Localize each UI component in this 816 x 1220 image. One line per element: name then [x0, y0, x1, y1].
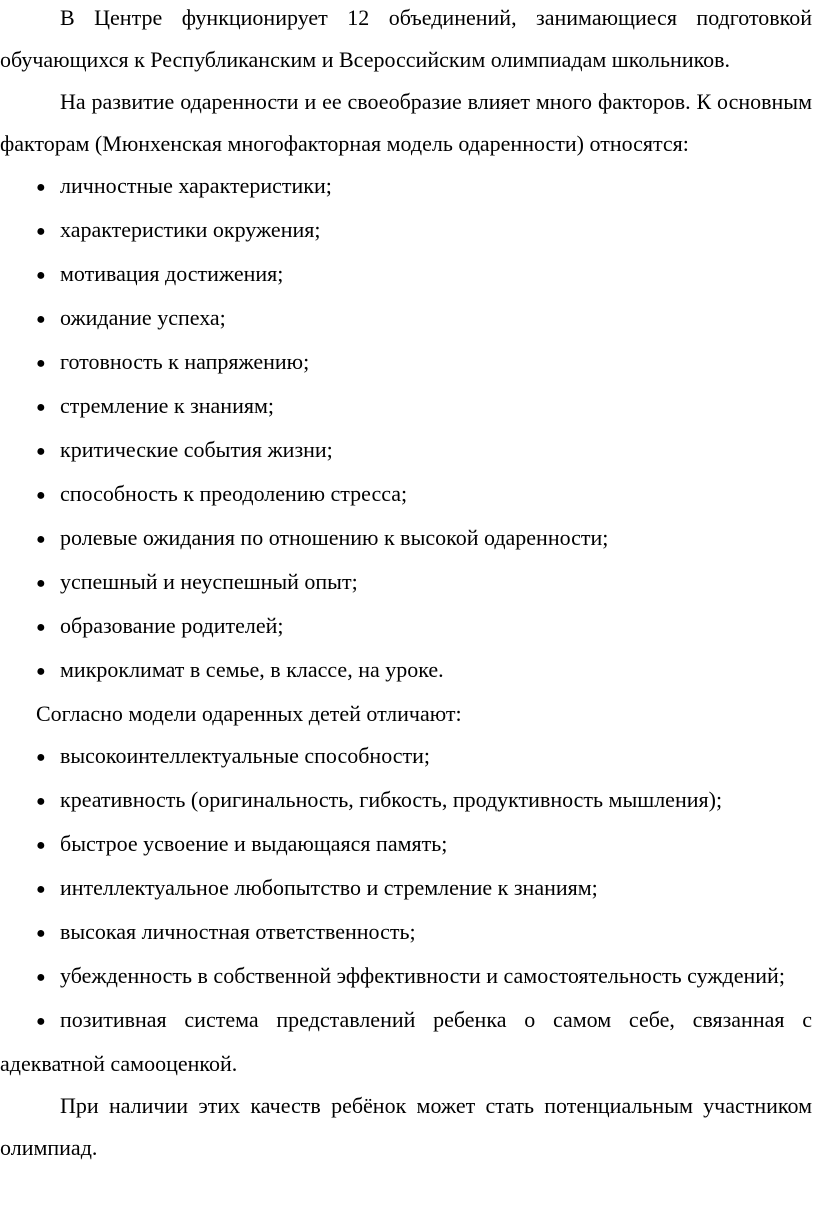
paragraph-conclusion: При наличии этих качеств ребёнок может стать потенциальным участником олимпиад. — [0, 1093, 812, 1160]
bullet-icon: ● — [36, 619, 46, 636]
bullet-icon: ● — [36, 925, 46, 942]
bullet-icon: ● — [36, 487, 46, 504]
bullet-icon: ● — [36, 443, 46, 460]
list-item-text: микроклимат в семье, в классе, на уроке. — [60, 657, 444, 682]
list-item — [0, 209, 812, 253]
list-item — [0, 473, 812, 517]
list-item-text: стремление к знаниям; — [60, 393, 275, 418]
bullet-icon: ● — [36, 1013, 46, 1030]
paragraph-factors-intro: На развитие одаренности и ее своеобразие влияет много факторов. К основным факторам (Мюнхенская многофакторная модель одаренности) относятся: — [0, 89, 812, 156]
list-item-text: убежденность в собственной эффективности и самостоятельность суждений; — [60, 963, 785, 988]
list-item — [0, 297, 812, 341]
bullet-icon: ● — [36, 531, 46, 548]
list-item — [0, 649, 812, 693]
list-item-text: ожидание успеха; — [60, 305, 226, 330]
list-item — [0, 605, 812, 649]
list-item-text: ролевые ожидания по отношению к высокой одаренности; — [60, 525, 609, 550]
list-item — [0, 253, 812, 297]
list-item-text: способность к преодолению стресса; — [60, 481, 408, 506]
list-item — [0, 999, 812, 1085]
list-item — [0, 385, 812, 429]
list-item — [0, 561, 812, 605]
list-item-text: быстрое усвоение и выдающаяся память; — [60, 831, 448, 856]
list-item — [0, 911, 812, 955]
bullet-icon: ● — [36, 793, 46, 810]
bullet-icon: ● — [36, 881, 46, 898]
list-item-text: высокая личностная ответственность; — [60, 919, 416, 944]
bullet-icon: ● — [36, 267, 46, 284]
list-item — [0, 341, 812, 385]
list-item — [0, 867, 812, 911]
list-item-text: креативность (оригинальность, гибкость, продуктивность мышления); — [60, 787, 723, 812]
list-item-text: интеллектуальное любопытство и стремление к знаниям; — [60, 875, 598, 900]
list-item — [0, 779, 812, 823]
paragraph-traits-intro: Согласно модели одаренных детей отличают: — [36, 701, 462, 726]
list-item — [0, 823, 812, 867]
list-item — [0, 517, 812, 561]
paragraph-centre: В Центре функционирует 12 объединений, занимающиеся подготовкой обучающихся к Республиканским и Всероссийским олимпиадам школьников. — [0, 5, 812, 72]
list-item-text: позитивная система представлений ребенка о самом себе, связанная с адекватной самооценкой. — [0, 1007, 812, 1076]
list-item — [0, 429, 812, 473]
bullet-icon: ● — [36, 663, 46, 680]
bullet-icon: ● — [36, 223, 46, 240]
factors-list — [0, 165, 812, 693]
bullet-icon: ● — [36, 969, 46, 986]
list-item-text: личностные характеристики; — [60, 173, 332, 198]
list-item — [0, 955, 812, 999]
bullet-icon: ● — [36, 179, 46, 196]
list-item — [0, 735, 812, 779]
traits-list — [0, 735, 812, 1085]
bullet-icon: ● — [36, 749, 46, 766]
bullet-icon: ● — [36, 355, 46, 372]
bullet-icon: ● — [36, 399, 46, 416]
list-item-text: образование родителей; — [60, 613, 284, 638]
bullet-icon: ● — [36, 575, 46, 592]
list-item-text: успешный и неуспешный опыт; — [60, 569, 358, 594]
list-item-text: характеристики окружения; — [60, 217, 321, 242]
list-item — [0, 165, 812, 209]
list-item-text: критические события жизни; — [60, 437, 333, 462]
list-item-text: готовность к напряжению; — [60, 349, 310, 374]
bullet-icon: ● — [36, 311, 46, 328]
list-item-text: высокоинтеллектуальные способности; — [60, 743, 431, 768]
bullet-icon: ● — [36, 837, 46, 854]
list-item-text: мотивация достижения; — [60, 261, 284, 286]
